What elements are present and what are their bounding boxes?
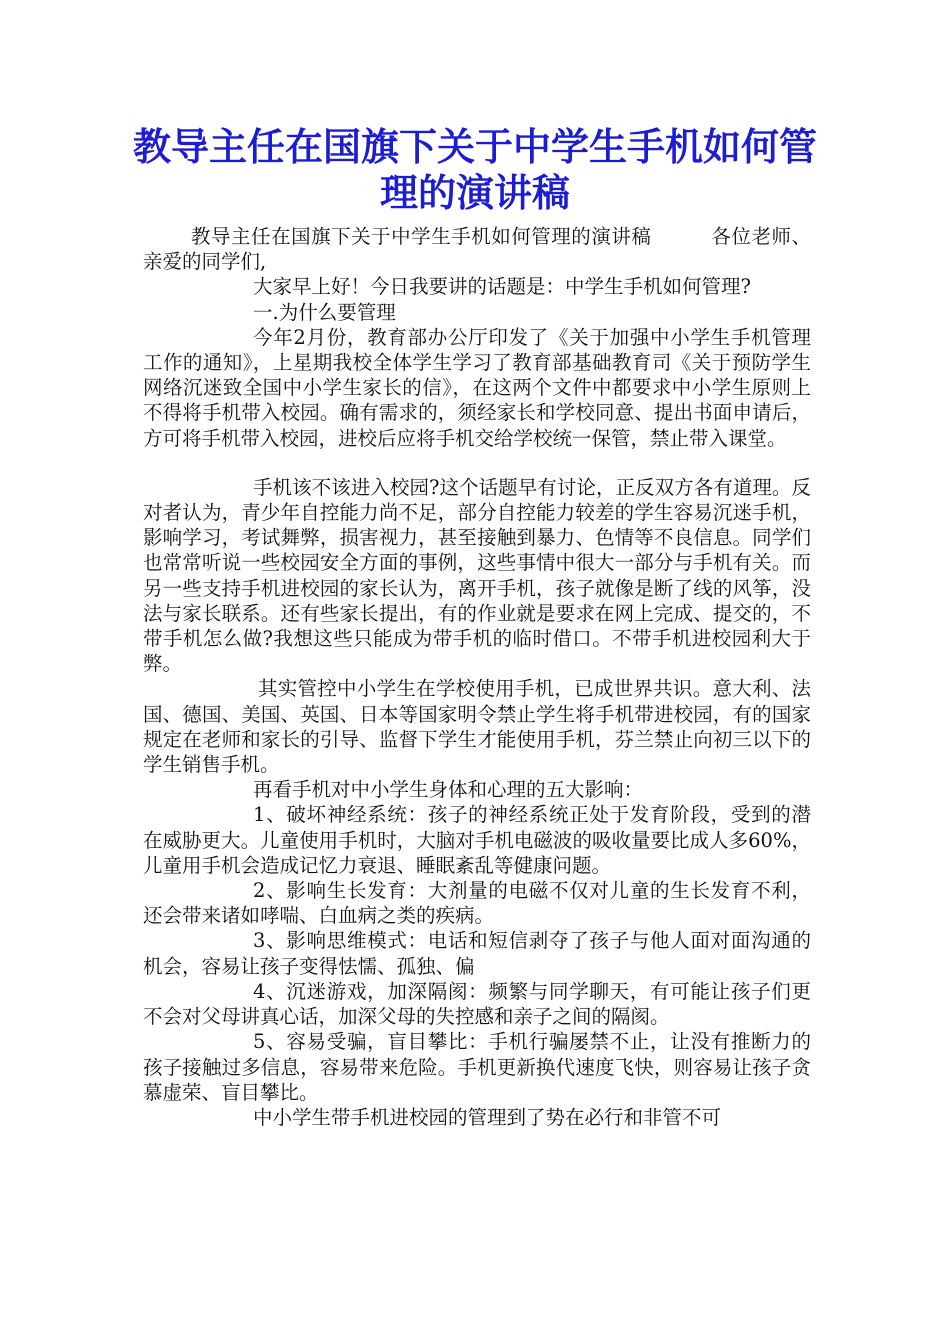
paragraph-conclusion: 中小学生带手机进校园的管理到了势在必行和非管不可 <box>253 1105 722 1129</box>
list-item-effect-4: 4、沉迷游戏，加深隔阂：频繁与同学聊天，有可能让孩子们更不会对父母讲真心话，加深父母的失控感和亲子之间的隔阂。 <box>143 979 811 1029</box>
document-body <box>143 224 811 1130</box>
document-title: 教导主任在国旗下关于中学生手机如何管理的演讲稿 <box>132 125 817 215</box>
paragraph-debate: 手机该不该进入校园?这个话题早有讨论，正反双方各有道理。反对者认为，青少年自控能力尚不足，部分自控能力较差的学生容易沉迷手机，影响学习，考试舞弊，损害视力，甚至接触到暴力、色情等不良信息。同学们也常常听说一些校园安全方面的事例，这些事情中很大一部分与手机有关。而另一些支持手机进校园的家长认为，离开手机，孩子就像是断了线的风筝，没法与家长联系。还有些家长提出，有的作业就是要求在网上完成、提交的，不带手机怎么做?我想这些只能成为带手机的临时借口。不带手机进校园利大于弊。 <box>143 475 811 676</box>
list-item-effect-2: 2、影响生长发育：大剂量的电磁不仅对儿童的生长发育不利，还会带来诸如哮喘、白血病之类的疾病。 <box>143 879 811 928</box>
section-heading-why: 一.为什么要管理 <box>253 300 396 324</box>
paragraph-five-effects-intro: 再看手机对中小学生身体和心理的五大影响： <box>253 778 644 802</box>
paragraph-notice: 今年2月份，教育部办公厅印发了《关于加强中小学生手机管理工作的通知》，上星期我校全体学生学习了教育部基础教育司《关于预防学生网络沉迷致全国中小学生家长的信》，在这两个文件中都要求中小学生原则上不得将手机带入校园。确有需求的，须经家长和学校同意、提出书面申请后，方可将手机带入校园，进校后应将手机交给学校统一保管，禁止带入课堂。 <box>143 325 811 450</box>
list-item-effect-5: 5、容易受骗，盲目攀比：手机行骗屡禁不止，让没有推断力的孩子接触过多信息，容易带来危险。手机更新换代速度飞快，则容易让孩子贪慕虚荣、盲目攀比。 <box>143 1030 811 1104</box>
paragraph-world-consensus: 其实管控中小学生在学校使用手机，已成世界共识。意大利、法国、德国、美国、英国、日本等国家明令禁止学生将手机带进校园，有的国家规定在老师和家长的引导、监督下学生才能使用手机，芬兰禁止向初三以下的学生销售手机。 <box>143 677 811 777</box>
list-item-effect-3: 3、影响思维模式：电话和短信剥夺了孩子与他人面对面沟通的机会，容易让孩子变得怯懦、孤独、偏 <box>143 929 811 978</box>
paragraph-intro: 教导主任在国旗下关于中学生手机如何管理的演讲稿 各位老师、亲爱的同学们, <box>143 225 811 274</box>
paragraph-greeting: 大家早上好！今日我要讲的话题是：中学生手机如何管理? <box>253 275 751 299</box>
list-item-effect-1: 1、破坏神经系统：孩子的神经系统正处于发育阶段，受到的潜在威胁更大。儿童使用手机时，大脑对手机电磁波的吸收量要比成人多60%，儿童用手机会造成记忆力衰退、睡眠紊乱等健康问题。 <box>143 803 811 877</box>
